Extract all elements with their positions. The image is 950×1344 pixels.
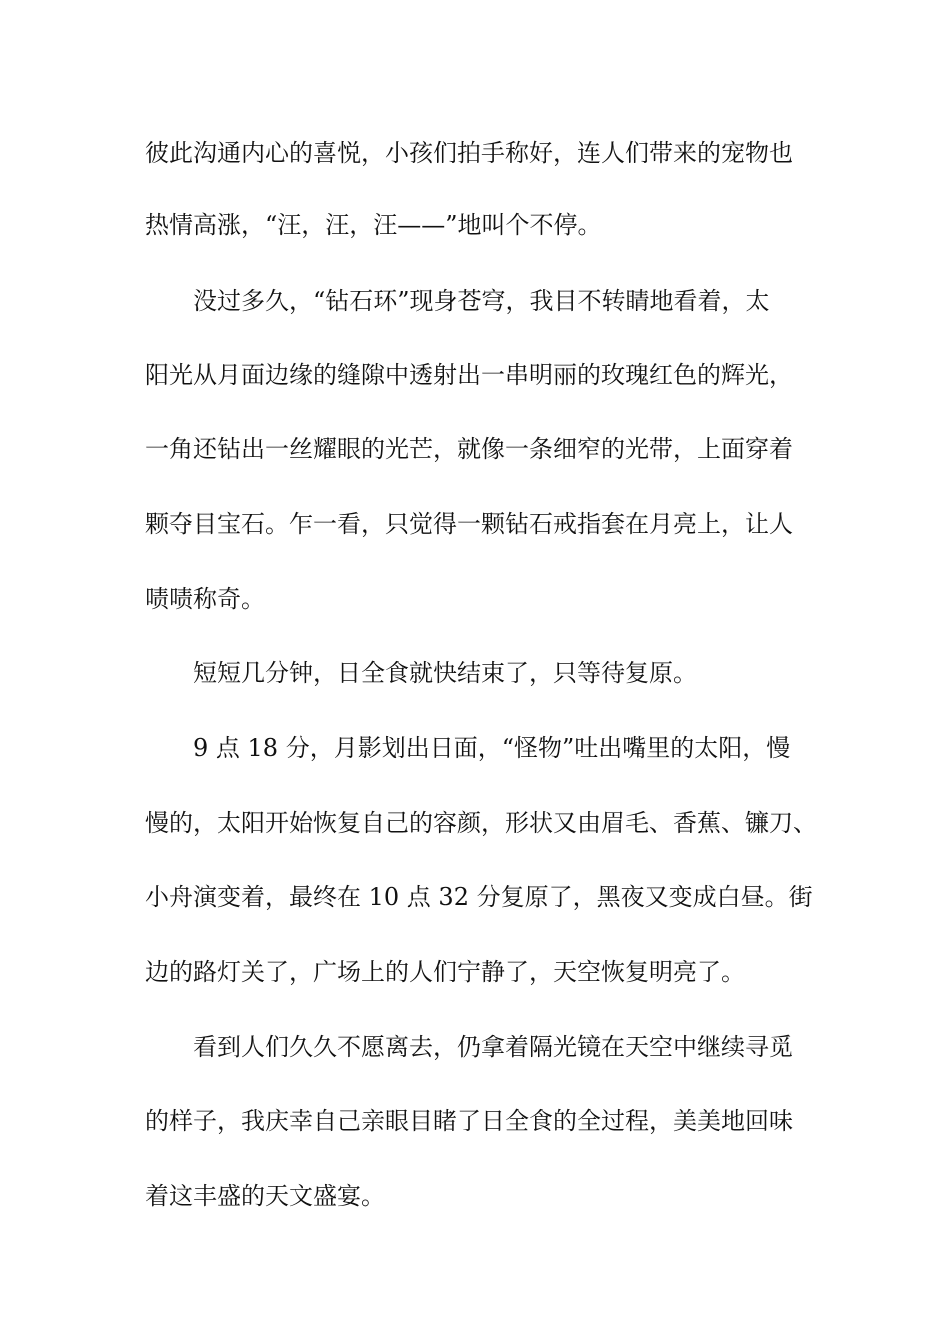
text-line: 颗夺目宝石。乍一看，只觉得一颗钻石戒指套在月亮上，让人 (145, 510, 793, 538)
text-line: 慢的，太阳开始恢复自己的容颜，形状又由眉毛、香蕉、镰刀、 (145, 809, 817, 837)
paragraph-start-line: 短短几分钟，日全食就快结束了，只等待复原。 (193, 659, 697, 687)
text-line: 阳光从月面边缘的缝隙中透射出一串明丽的玫瑰红色的辉光， (145, 361, 793, 389)
text-line: 边的路灯关了，广场上的人们宁静了，天空恢复明亮了。 (145, 958, 745, 986)
text-line: 小舟演变着，最终在 10 点 32 分复原了，黑夜又变成白昼。街 (145, 883, 813, 911)
text-line: 着这丰盛的天文盛宴。 (145, 1182, 385, 1210)
text-line: 的样子，我庆幸自己亲眼目睹了日全食的全过程，美美地回味 (145, 1107, 793, 1135)
paragraph-start-line: 没过多久，“钻石环”现身苍穹，我目不转睛地看着，太 (193, 287, 770, 315)
text-line: 热情高涨，“汪，汪，汪——”地叫个不停。 (145, 211, 602, 239)
text-line: 一角还钻出一丝耀眼的光芒，就像一条细窄的光带，上面穿着 (145, 435, 793, 463)
text-line: 啧啧称奇。 (145, 585, 265, 613)
paragraph-start-line: 看到人们久久不愿离去，仍拿着隔光镜在天空中继续寻觅 (193, 1033, 793, 1061)
paragraph-start-line: 9 点 18 分，月影划出日面，“怪物”吐出嘴里的太阳，慢 (193, 734, 791, 762)
text-line: 彼此沟通内心的喜悦，小孩们拍手称好，连人们带来的宠物也 (145, 139, 793, 167)
